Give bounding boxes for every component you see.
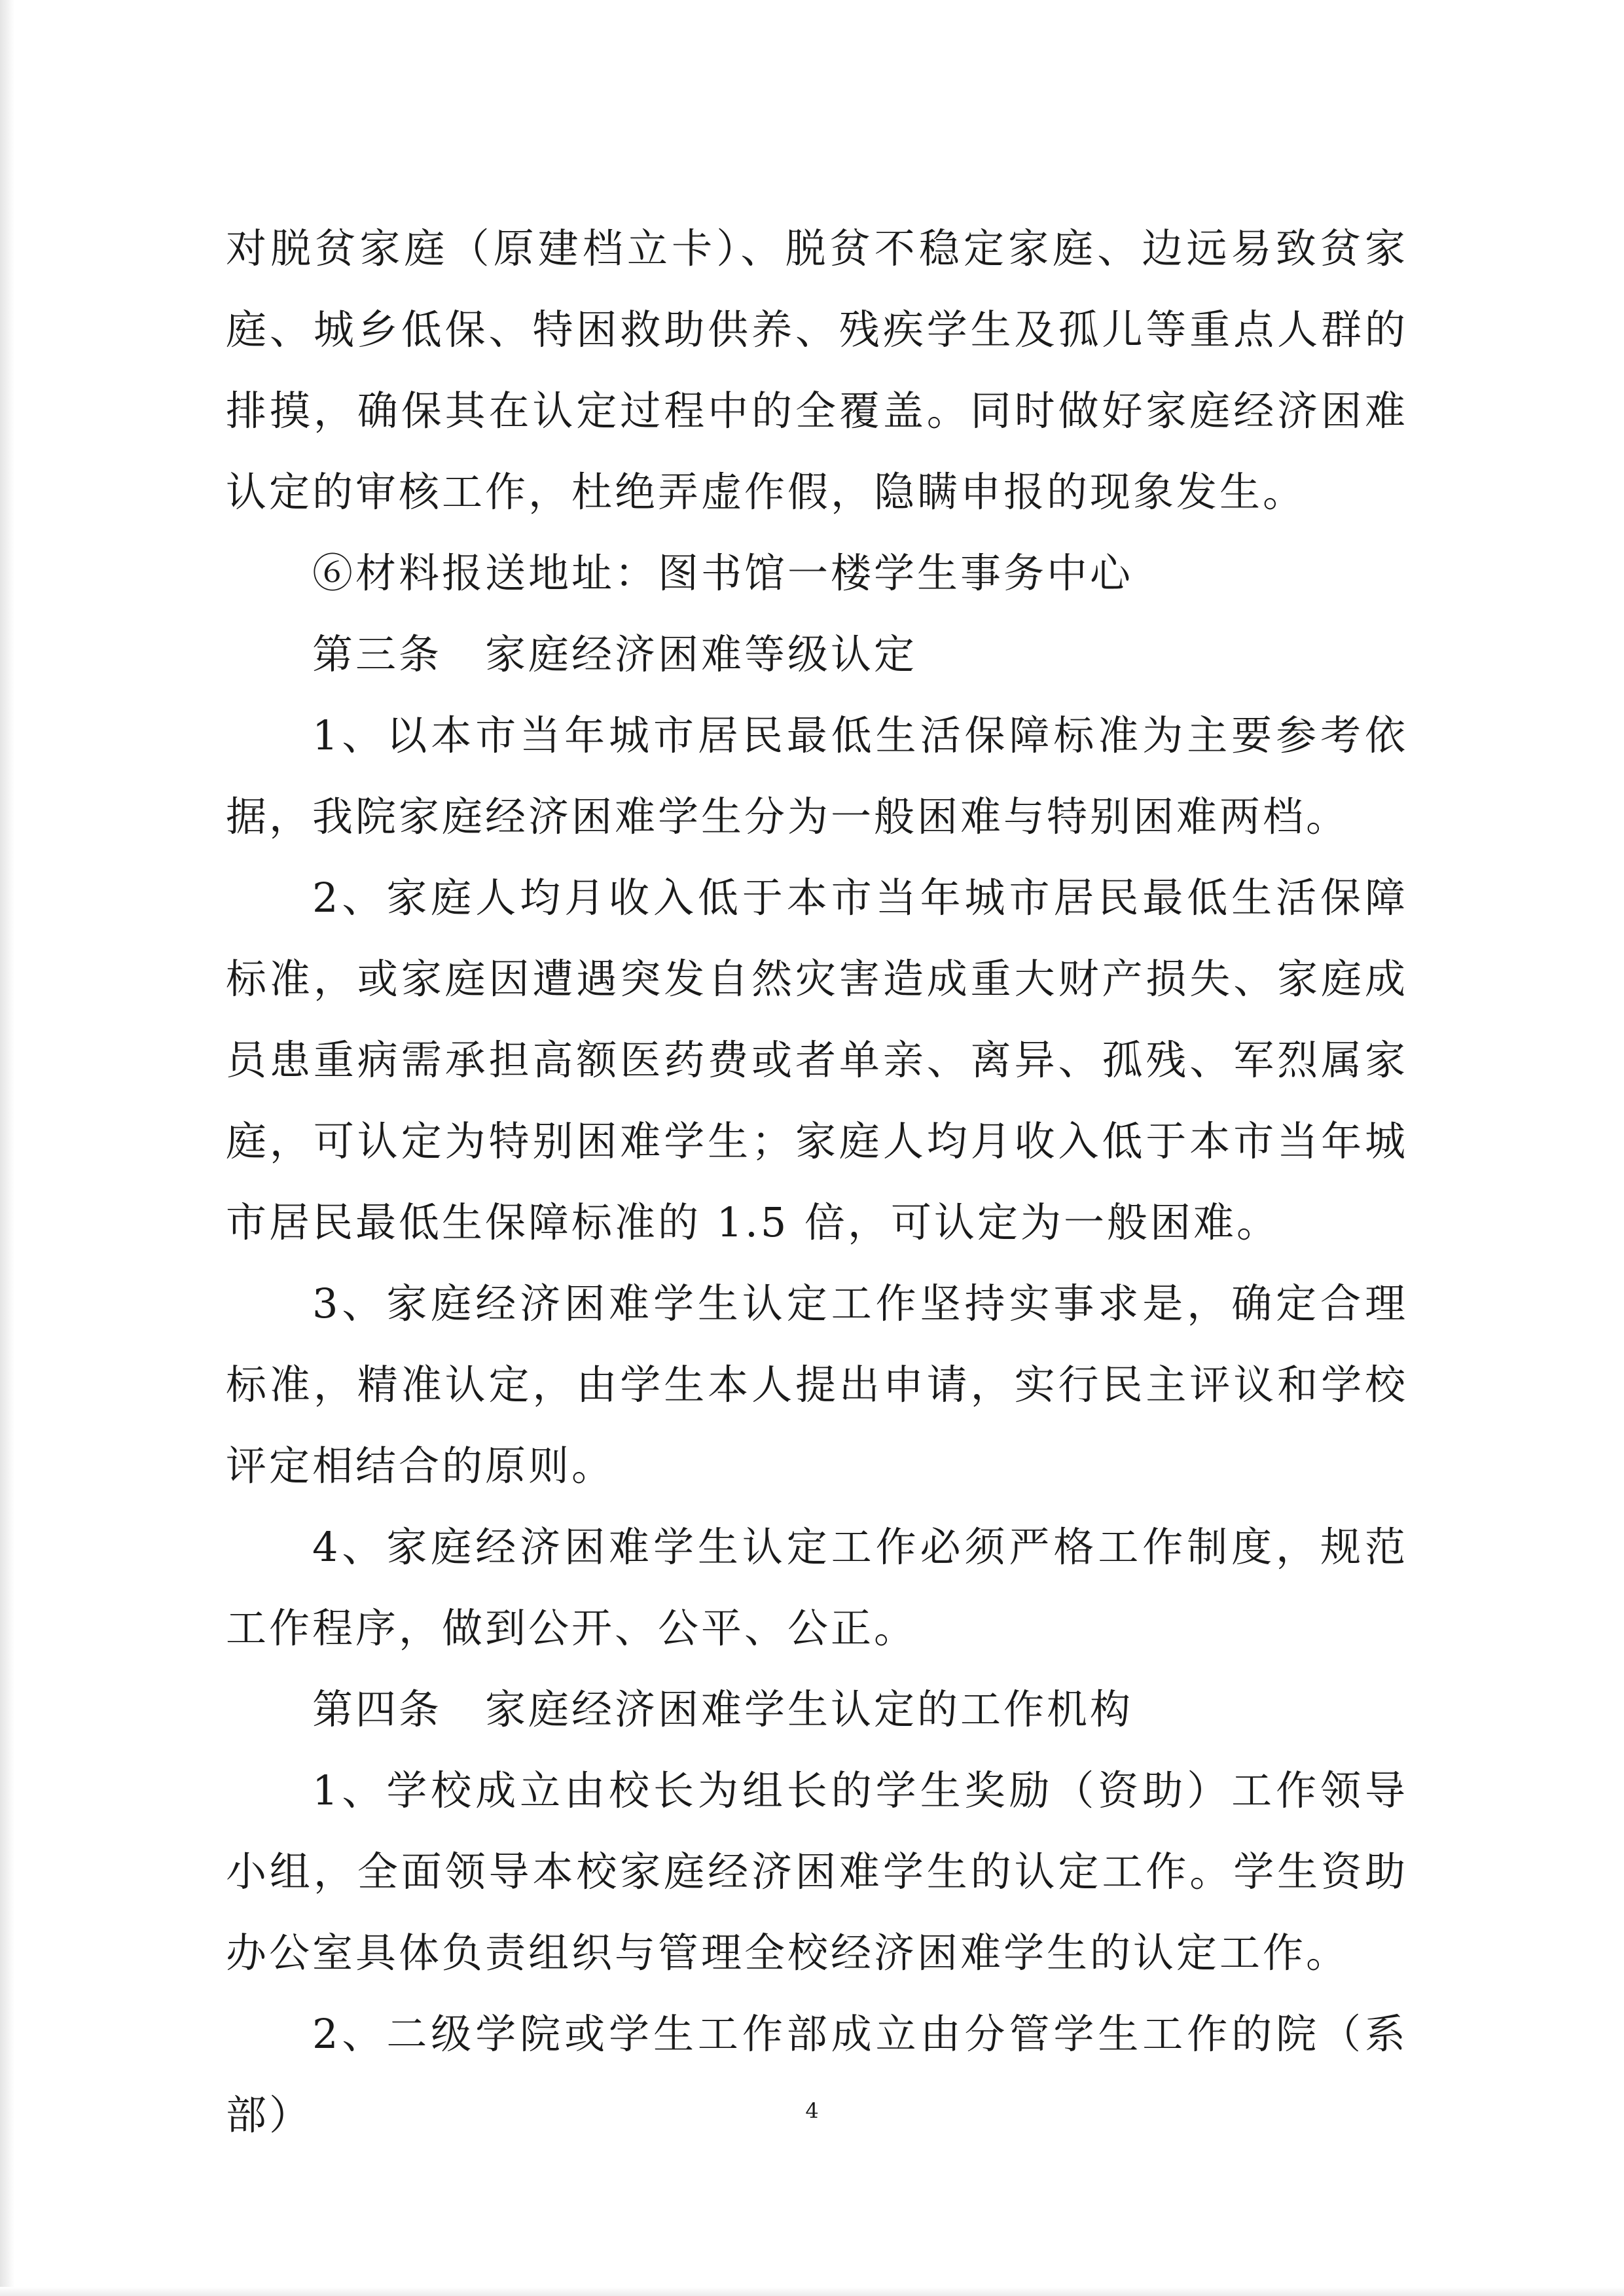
- paragraph-article3-item3: 3、家庭经济困难学生认定工作坚持实事求是，确定合理标准，精准认定，由学生本人提出申请，实行民主评议和学校评定相结合的原则。: [226, 1280, 1408, 1490]
- page-number: 4: [805, 2098, 819, 2123]
- scan-shadow-bottom: [0, 2287, 1624, 2296]
- paragraph-continuation: 对脱贫家庭（原建档立卡）、脱贫不稳定家庭、边远易致贫家庭、城乡低保、特困救助供养、残疾学生及孤儿等重点人群的排摸，确保其在认定过程中的全覆盖。同时做好家庭经济困难认定的审核工作，杜绝弄虚作假，隐瞒申报的现象发生。: [226, 224, 1408, 516]
- article-three-heading: 第三条 家庭经济困难等级认定: [312, 630, 918, 678]
- article-four-heading: 第四条 家庭经济困难学生认定的工作机构: [312, 1685, 1134, 1733]
- document-body: [226, 208, 1408, 2156]
- paragraph-article3-item2: 2、家庭人均月收入低于本市当年城市居民最低生活保障标准，或家庭因遭遇突发自然灾害造成重大财产损失、家庭成员患重病需承担高额医药费或者单亲、离异、孤残、军烈属家庭，可认定为特别困难学生；家庭人均月收入低于本市当年城市居民最低生保障标准的 1.5 倍，可认定为一般困难。: [226, 874, 1408, 1246]
- paragraph-article4-item1: 1、学校成立由校长为组长的学生奖励（资助）工作领导小组，全面领导本校家庭经济困难学生的认定工作。学生资助办公室具体负责组织与管理全校经济困难学生的认定工作。: [226, 1767, 1408, 1977]
- paragraph-article4-item2: 2、二级学院或学生工作部成立由分管学生工作的院（系部）: [226, 2010, 1408, 2139]
- paragraph-article3-item4: 4、家庭经济困难学生认定工作必须严格工作制度，规范工作程序，做到公开、公平、公正。: [226, 1523, 1408, 1652]
- paragraph-article3-item1: 1、以本市当年城市居民最低生活保障标准为主要参考依据，我院家庭经济困难学生分为一般困难与特别困难两档。: [226, 711, 1408, 840]
- scan-shadow-left: [0, 0, 14, 2296]
- paragraph-submission-address: ⑥材料报送地址：图书馆一楼学生事务中心: [312, 549, 1134, 597]
